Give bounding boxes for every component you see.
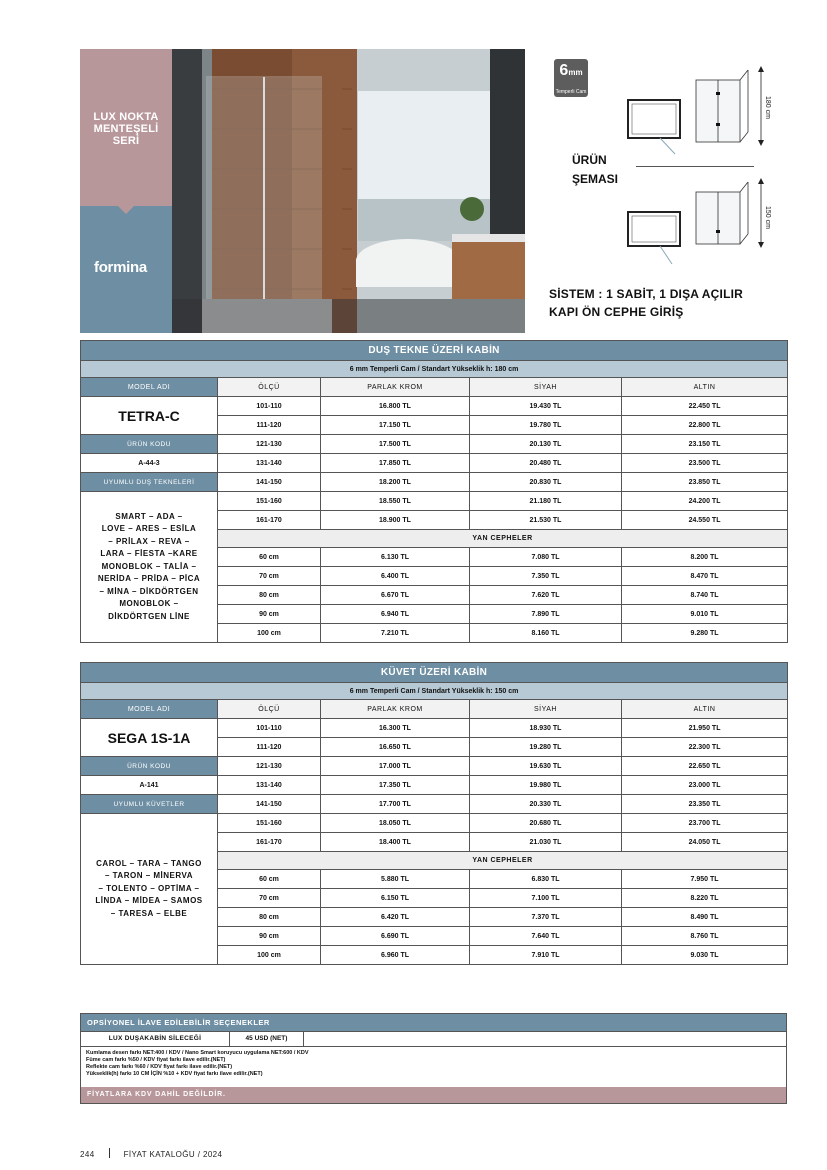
price-black: 21.180 TL [470,492,622,511]
optional-extras-box [80,1013,787,1104]
side-price-chrome: 6.960 TL [321,946,470,965]
badge-caption: Temperli Cam [555,89,587,95]
size-cell: 121-130 [218,435,321,454]
price-chrome: 17.850 TL [321,454,470,473]
side-price-black: 8.160 TL [470,624,622,643]
col-header-gold: ALTIN [622,700,788,719]
price-black: 18.930 TL [470,719,622,738]
side-price-gold: 9.280 TL [622,624,788,643]
price-gold: 24.550 TL [622,511,788,530]
page-footer [80,1148,222,1159]
side-size-cell: 90 cm [218,927,321,946]
side-size-cell: 80 cm [218,908,321,927]
price-chrome: 17.350 TL [321,776,470,795]
price-black: 19.980 TL [470,776,622,795]
size-cell: 161-170 [218,511,321,530]
hero-notch [118,206,134,214]
side-size-cell: 60 cm [218,548,321,567]
size-cell: 151-160 [218,814,321,833]
price-black: 19.780 TL [470,416,622,435]
price-chrome: 16.650 TL [321,738,470,757]
compatible-tubs-label: UYUMLU KÜVETLER [81,795,218,814]
bathtub-cabin-table [80,662,788,965]
side-price-gold: 7.950 TL [622,870,788,889]
hero-side-panel [80,49,172,333]
table-title: KÜVET ÜZERİ KABİN [81,663,788,683]
price-gold: 22.650 TL [622,757,788,776]
option-row [81,1031,786,1046]
schema-divider [636,166,754,167]
side-price-chrome: 6.150 TL [321,889,470,908]
option-notes [81,1046,786,1087]
price-black: 21.030 TL [470,833,622,852]
side-panels-header: YAN CEPHELER [218,530,788,548]
price-black: 20.330 TL [470,795,622,814]
height-label-180: 180 cm [764,96,771,119]
price-black: 19.280 TL [470,738,622,757]
compatible-trays-list: SMART – ADA – LOVE – ARES – ESİLA – PRİLAX – REVA – LARA – FİESTA –KARE MONOBLOK – TALİA – NERİDA – PRİDA – PİCA – MİNA – DİKDÖRTGEN MONOBLOK – DİKDÖRTGEN LİNE [81,492,218,643]
size-cell: 131-140 [218,776,321,795]
side-price-gold: 8.490 TL [622,908,788,927]
option-price: 45 USD (NET) [230,1032,304,1046]
col-header-model: MODEL ADI [81,378,218,397]
side-panels-header: YAN CEPHELER [218,852,788,870]
side-price-chrome: 6.690 TL [321,927,470,946]
col-header-size: ÖLÇÜ [218,378,321,397]
product-code-label: ÜRÜN KODU [81,757,218,776]
price-black: 20.830 TL [470,473,622,492]
price-black: 19.630 TL [470,757,622,776]
price-gold: 23.700 TL [622,814,788,833]
price-chrome: 17.000 TL [321,757,470,776]
price-black: 20.480 TL [470,454,622,473]
side-price-black: 7.370 TL [470,908,622,927]
size-cell: 101-110 [218,719,321,738]
price-chrome: 18.050 TL [321,814,470,833]
side-price-gold: 8.760 TL [622,927,788,946]
side-price-black: 6.830 TL [470,870,622,889]
side-price-gold: 8.470 TL [622,567,788,586]
price-chrome: 18.200 TL [321,473,470,492]
price-gold: 23.850 TL [622,473,788,492]
model-name: TETRA-C [81,397,218,435]
price-gold: 23.000 TL [622,776,788,795]
shower-cabin-photo [172,49,525,333]
model-name: SEGA 1S-1A [81,719,218,757]
price-chrome: 16.300 TL [321,719,470,738]
page-number: 244 [80,1150,95,1159]
side-price-black: 7.910 TL [470,946,622,965]
price-gold: 23.150 TL [622,435,788,454]
side-price-gold: 8.200 TL [622,548,788,567]
col-header-black: SİYAH [470,378,622,397]
col-header-model: MODEL ADI [81,700,218,719]
badge-unit: mm [568,68,583,77]
system-description: SİSTEM : 1 SABİT, 1 DIŞA AÇILIR KAPI ÖN CEPHE GİRİŞ [549,287,743,319]
badge-number: 6 [559,62,569,79]
price-chrome: 18.900 TL [321,511,470,530]
table-subtitle: 6 mm Temperli Cam / Standart Yükseklik h: 180 cm [81,361,788,378]
vat-notice: FİYATLARA KDV DAHİL DEĞİLDİR. [81,1087,786,1103]
note-line: Yükseklik(h) farkı 10 CM İÇİN %10 + KDV fiyat farkı ilave edilir.(NET) [86,1071,263,1077]
side-price-chrome: 6.940 TL [321,605,470,624]
note-line: Füme cam farkı %50 / KDV fiyat farkı ilave edilir.(NET) [86,1057,226,1063]
catalog-name: FİYAT KATALOĞU / 2024 [123,1150,223,1159]
side-price-black: 7.620 TL [470,586,622,605]
side-price-black: 7.640 TL [470,927,622,946]
shower-tray-cabin-table [80,340,788,643]
size-cell: 141-150 [218,473,321,492]
size-cell: 131-140 [218,454,321,473]
side-price-black: 7.080 TL [470,548,622,567]
price-gold: 22.800 TL [622,416,788,435]
price-gold: 22.450 TL [622,397,788,416]
schema-title: ÜRÜN ŞEMASI [572,153,619,186]
note-line: Reflekte cam farkı %60 / KDV fiyat farkı ilave edilir.(NET) [86,1064,233,1070]
side-price-chrome: 6.420 TL [321,908,470,927]
side-price-gold: 8.220 TL [622,889,788,908]
footer-separator [109,1148,110,1158]
side-price-black: 7.350 TL [470,567,622,586]
side-price-chrome: 5.880 TL [321,870,470,889]
side-price-chrome: 6.670 TL [321,586,470,605]
glass-thickness-badge [554,59,588,97]
side-price-gold: 9.030 TL [622,946,788,965]
side-size-cell: 100 cm [218,946,321,965]
price-black: 21.530 TL [470,511,622,530]
side-price-gold: 8.740 TL [622,586,788,605]
side-price-chrome: 6.400 TL [321,567,470,586]
product-code: A-141 [81,776,218,795]
product-code-label: ÜRÜN KODU [81,435,218,454]
size-cell: 111-120 [218,738,321,757]
option-name: LUX DUŞAKABİN SİLECEĞİ [81,1032,230,1046]
price-gold: 23.500 TL [622,454,788,473]
price-gold: 23.350 TL [622,795,788,814]
height-label-150: 150 cm [764,206,771,229]
price-black: 20.130 TL [470,435,622,454]
bathroom-illustration [172,49,525,333]
col-header-black: SİYAH [470,700,622,719]
side-price-gold: 9.010 TL [622,605,788,624]
table-title: DUŞ TEKNE ÜZERİ KABİN [81,341,788,361]
col-header-size: ÖLÇÜ [218,700,321,719]
col-header-chrome: PARLAK KROM [321,378,470,397]
price-gold: 22.300 TL [622,738,788,757]
price-black: 20.680 TL [470,814,622,833]
price-gold: 24.200 TL [622,492,788,511]
side-size-cell: 100 cm [218,624,321,643]
side-price-chrome: 7.210 TL [321,624,470,643]
size-cell: 101-110 [218,397,321,416]
product-code: A-44-3 [81,454,218,473]
price-gold: 24.050 TL [622,833,788,852]
size-cell: 111-120 [218,416,321,435]
compatible-tubs-list: CAROL – TARA – TANGO – TARON – MİNERVA – TOLENTO – OPTİMA – LİNDA – MİDEA – SAMOS – TARESA – ELBE [81,814,218,965]
price-black: 19.430 TL [470,397,622,416]
price-chrome: 18.400 TL [321,833,470,852]
series-label: LUX NOKTA MENTEŞELİ SERİ [93,111,159,147]
price-chrome: 16.800 TL [321,397,470,416]
side-size-cell: 60 cm [218,870,321,889]
side-size-cell: 70 cm [218,567,321,586]
note-line: Kumlama desen farkı NET:400 / KDV / Nano Smart koruyucu uygulama NET:600 / KDV [86,1050,309,1056]
size-cell: 121-130 [218,757,321,776]
compatible-trays-label: UYUMLU DUŞ TEKNELERİ [81,473,218,492]
size-cell: 141-150 [218,795,321,814]
col-header-gold: ALTIN [622,378,788,397]
side-size-cell: 70 cm [218,889,321,908]
table-subtitle: 6 mm Temperli Cam / Standart Yükseklik h: 150 cm [81,683,788,700]
brand-logo: formina [94,259,147,276]
side-size-cell: 90 cm [218,605,321,624]
side-price-black: 7.100 TL [470,889,622,908]
price-gold: 21.950 TL [622,719,788,738]
size-cell: 161-170 [218,833,321,852]
size-cell: 151-160 [218,492,321,511]
price-chrome: 17.500 TL [321,435,470,454]
side-price-chrome: 6.130 TL [321,548,470,567]
col-header-chrome: PARLAK KROM [321,700,470,719]
side-price-black: 7.890 TL [470,605,622,624]
price-chrome: 18.550 TL [321,492,470,511]
hero-banner [80,49,525,333]
options-title: OPSİYONEL İLAVE EDİLEBİLİR SEÇENEKLER [81,1014,786,1031]
price-chrome: 17.150 TL [321,416,470,435]
price-chrome: 17.700 TL [321,795,470,814]
side-size-cell: 80 cm [218,586,321,605]
